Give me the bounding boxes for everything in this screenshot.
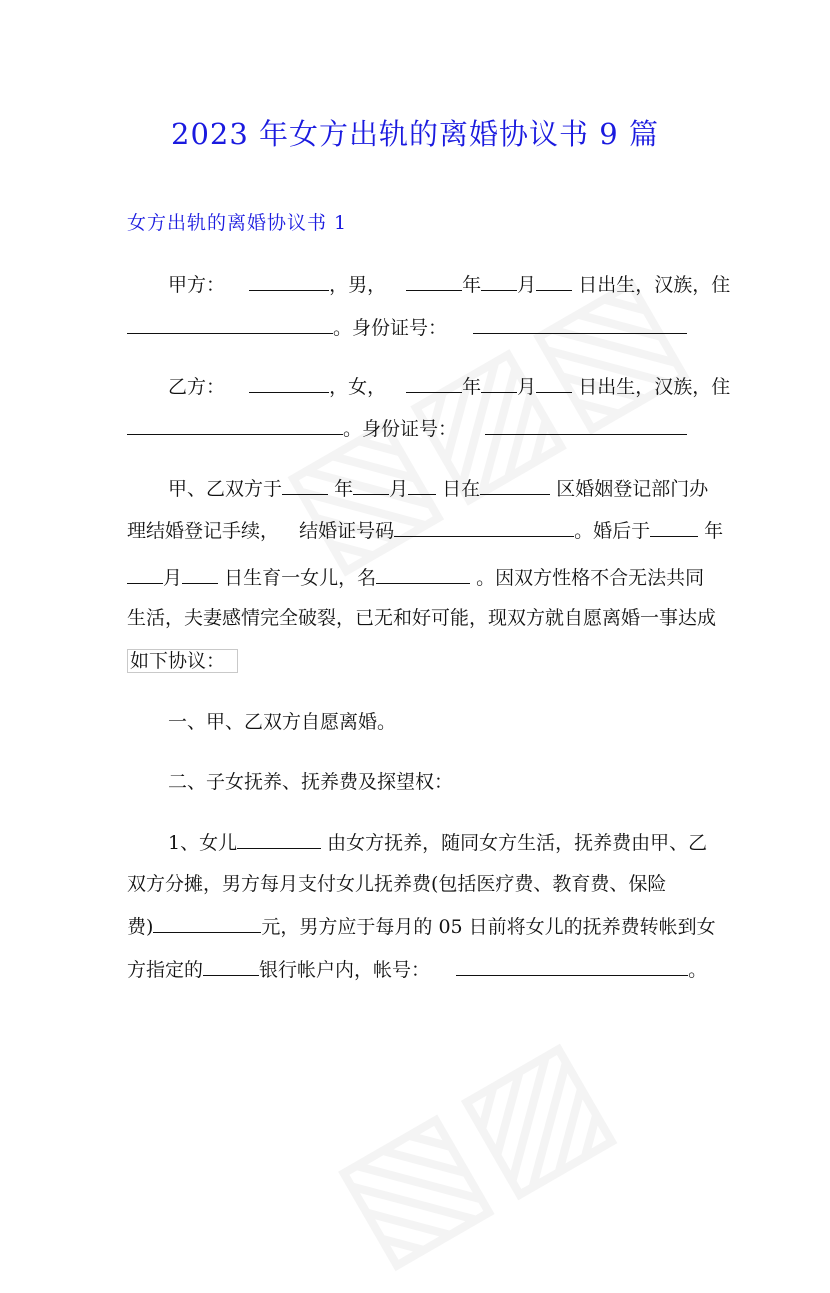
party-a-line-2: 。身份证号： bbox=[127, 313, 687, 342]
party-b-line-1: 乙方： ，女， 年 月 日出生，汉族，住 bbox=[168, 372, 730, 401]
bank-blank bbox=[203, 955, 259, 976]
year-blank bbox=[406, 372, 462, 393]
paragraph-line: 费) 元，男方应于每月的 05 日前将女儿的抚养费转帐到女 bbox=[127, 912, 716, 941]
account-blank bbox=[456, 955, 688, 976]
paragraph-line: 双方分摊，男方每月支付女儿抚养费(包括医疗费、教育费、保险 bbox=[127, 873, 667, 895]
watermark bbox=[305, 1001, 637, 1293]
blank bbox=[650, 516, 698, 537]
daughter-name-blank bbox=[237, 828, 321, 849]
name-blank bbox=[249, 372, 329, 393]
month-blank bbox=[481, 372, 517, 393]
paragraph-line: 月 日生育一女儿，名 。因双方性格不合无法共同 bbox=[127, 563, 704, 592]
paragraph-line: 生活，夫妻感情完全破裂，已无和好可能，现双方就自愿离婚一事达成 bbox=[127, 607, 717, 629]
paragraph-line: 甲、乙双方于 年 月 日在 区婚姻登记部门办 bbox=[168, 474, 708, 503]
month-blank bbox=[481, 270, 517, 291]
paragraph-line bbox=[127, 647, 238, 675]
clause-1: 一、甲、乙双方自愿离婚。 bbox=[168, 711, 397, 733]
blank bbox=[182, 563, 218, 584]
blank bbox=[480, 474, 550, 495]
section-subtitle: 女方出轨的离婚协议书 1 bbox=[127, 212, 348, 234]
amount-blank bbox=[153, 912, 261, 933]
paragraph-line: 方指定的 银行帐户内，帐号： 。 bbox=[127, 955, 707, 984]
id-blank bbox=[485, 414, 687, 435]
certificate-blank bbox=[394, 516, 574, 537]
blank bbox=[282, 474, 328, 495]
day-blank bbox=[536, 270, 572, 291]
name-blank bbox=[249, 270, 329, 291]
party-b-line-2: 。身份证号： bbox=[127, 414, 687, 443]
child-name-blank bbox=[376, 563, 470, 584]
blank bbox=[408, 474, 436, 495]
id-blank bbox=[473, 313, 687, 334]
paragraph-line: 理结婚登记手续， 结婚证号码 。婚后于 年 bbox=[127, 516, 723, 545]
year-blank bbox=[406, 270, 462, 291]
blank bbox=[127, 563, 163, 584]
party-a-line-1: 甲方： ，男， 年 月 日出生，汉族，住 bbox=[168, 270, 730, 299]
day-blank bbox=[536, 372, 572, 393]
blank bbox=[353, 474, 389, 495]
clause-2: 二、子女抚养、抚养费及探望权： bbox=[168, 771, 454, 793]
document-title: 2023 年女方出轨的离婚协议书 9 篇 bbox=[171, 117, 659, 151]
address-blank bbox=[127, 313, 333, 334]
agreement-lead: 如下协议： bbox=[127, 649, 238, 673]
address-blank bbox=[127, 414, 343, 435]
paragraph-line: 1、女儿 由女方抚养，随同女方生活，抚养费由甲、乙 bbox=[168, 828, 707, 857]
